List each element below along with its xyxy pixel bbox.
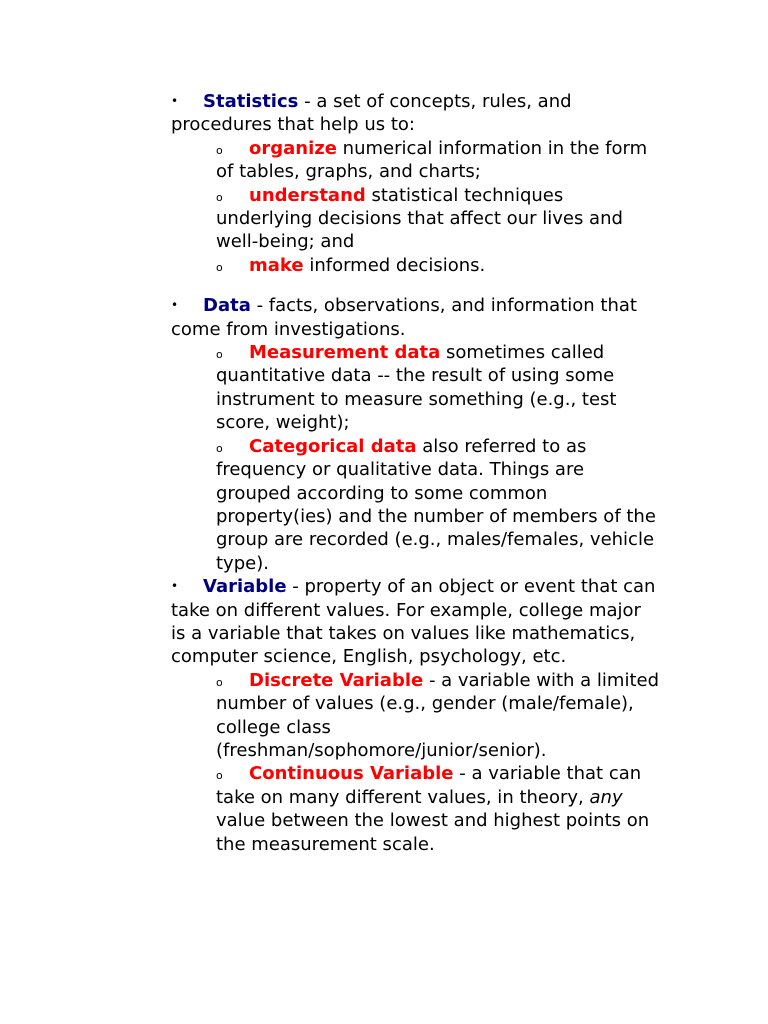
bullet-marker: •	[171, 579, 179, 594]
sublist-variable	[216, 669, 661, 856]
item-text: value between the lowest and highest points on the measurement scale.	[216, 810, 650, 855]
bullet-data	[171, 294, 661, 341]
term-understand: understand	[249, 184, 366, 206]
bullet-marker: •	[171, 94, 179, 108]
term-make: make	[249, 254, 304, 276]
term-data: Data	[203, 295, 251, 317]
circle-marker: o	[216, 348, 223, 362]
list-item	[216, 762, 661, 856]
list-item	[216, 341, 661, 435]
definition-statistics: - a set of concepts, rules, and procedures that help us to:	[171, 91, 572, 136]
circle-marker: o	[216, 769, 223, 783]
circle-marker: o	[216, 260, 223, 274]
term-variable: Variable	[203, 576, 287, 598]
item-text: sometimes called quantitative data -- the result of using some instrument to measure something (e.g., test score, weight);	[216, 342, 617, 434]
term-continuous-variable: Continuous Variable	[249, 763, 454, 785]
list-item	[216, 435, 661, 575]
circle-marker: o	[216, 143, 223, 157]
term-categorical-data: Categorical data	[249, 435, 417, 457]
bullet-statistics	[171, 90, 661, 137]
bullet-variable	[171, 575, 661, 669]
bullet-marker: •	[171, 298, 179, 313]
item-text: also referred to as frequency or qualitative data. Things are grouped according to some common property(ies) and the number of members of the group are recorded (e.g., males/females, vehicle type).	[216, 435, 656, 574]
sublist-data	[216, 341, 661, 575]
circle-marker: o	[216, 441, 223, 455]
item-text: - a variable that can take on many different values, in theory,	[216, 763, 642, 808]
document-body	[171, 90, 661, 856]
sublist-statistics	[216, 137, 661, 277]
item-text: - a variable with a limited number of values (e.g., gender (male/female), college class (freshman/sophomore/junior/senior).	[216, 669, 660, 761]
circle-marker: o	[216, 675, 223, 689]
term-measurement-data: Measurement data	[249, 342, 441, 364]
list-item	[216, 184, 661, 254]
item-text: numerical information in the form of tables, graphs, and charts;	[216, 137, 648, 183]
term-statistics: Statistics	[203, 91, 299, 112]
emphasis-any: any	[589, 786, 623, 808]
list-item	[216, 254, 661, 277]
item-text: statistical techniques underlying decisions that affect our lives and well-being; and	[216, 184, 623, 253]
term-discrete-variable: Discrete Variable	[249, 669, 424, 691]
definition-variable: - property of an object or event that can take on different values. For example, college major is a variable that takes on values like mathematics, computer science, English, psychology, etc.	[171, 576, 656, 668]
list-item	[216, 669, 661, 763]
item-text: informed decisions.	[303, 254, 486, 276]
definition-data: - facts, observations, and information that come from investigations.	[171, 295, 637, 340]
list-item	[216, 137, 661, 184]
term-organize: organize	[249, 137, 337, 159]
circle-marker: o	[216, 190, 223, 204]
